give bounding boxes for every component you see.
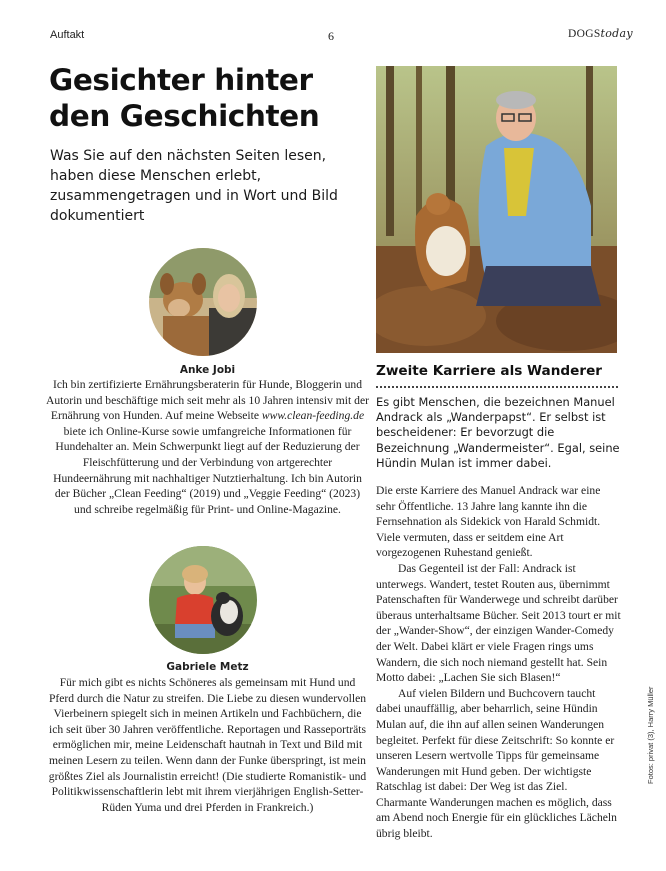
website-link[interactable]: www.clean-feeding.de (261, 409, 365, 423)
page-headline (49, 62, 349, 134)
feature-article (376, 483, 621, 842)
feature-headline: Zweite Karriere als Wanderer (376, 363, 602, 379)
photo-credit: Fotos: privat (3), Harry Müller (646, 686, 655, 784)
bio-part-2: biete ich Online-Kurse sowie umfangreiche Informationen für Hundehalter an. Mein Schwerpunkt liegt auf der Reduzierung der Fleischfütterung und der Verbindung von artgerechter Hundeernährung mit nachhaltiger Nutztierhaltung. Ich bin Autorin der Bücher „Clean Feeding“ (2019) und „Veggie Feeding“ (2023) und schreibe regelmäßig für Print- und Online-Magazine. (53, 424, 362, 516)
feature-intro: Es gibt Menschen, die bezeichnen Manuel Andrack als „Wanderpapst“. Er selbst ist bescheidener: Er bevorzugt die Bezeichnung „Wandermeister“. Egal, seine Hündin Mulan ist immer dabei. (376, 395, 620, 470)
brand-logo (568, 27, 633, 40)
author-name-gabriele-metz: Gabriele Metz (166, 661, 249, 673)
standfirst: Was Sie auf den nächsten Seiten lesen, haben diese Menschen erlebt, zusammengetragen und in Wort und Bild dokumentiert (50, 148, 338, 224)
author-name-anke-jobi: Anke Jobi (179, 364, 236, 376)
article-paragraph-2: Das Gegenteil ist der Fall: Andrack ist unterwegs. Wandert, testet Routen aus, übernimmt Patenschaften für Wanderwege und schreibt darüber überaus unterhaltsame Bücher. Seit 2013 tourt er mit der „Wander-Show“, der einzigen Wander-Comedy der Welt. Dabei klärt er viele Fragen rings ums Wandern, die sich noch niemand gestellt hat. Sein Motto dabei: „Lachen Sie sich Blasen!“ (376, 561, 621, 685)
headline-line-1: Gesichter hinter (49, 63, 313, 97)
author-bio-gabriele-metz: Für mich gibt es nichts Schöneres als gemeinsam mit Hund und Pferd durch die Natur zu streifen. Die Liebe zu diesen wundervollen Vierbeinern spiegelt sich in meinen Artikeln und Fachbüchern, die ich seit über 30 Jahren veröffentliche. Reportagen und Rasseporträts ermöglichen mir, meine Leidenschaft hautnah in Text und Bild mit meinen Lesern zu teilen. Wenn dann der Funke überspringt, ist mein größtes Ziel als Journalistin erreicht! (Die studierte Romanistik- und Politikwissenschaftlerin lebt mit ihrem vierjährigen English-Setter-Rüden Yuma und drei Pferden in Frankreich.) (48, 676, 367, 814)
headline-line-2: den Geschichten (49, 99, 320, 133)
article-paragraph-1: Die erste Karriere des Manuel Andrack war eine sehr Öffentliche. 13 Jahre lang kannte ihn die Fernsehnation als Sidekick von Harald Schmidt. Viele vermuten, dass er seitdem eine Art vorgezogenen Ruhestand genießt. (376, 484, 601, 560)
author-portrait-anke-jobi (149, 248, 257, 356)
author-portrait-gabriele-metz (149, 546, 257, 654)
brand-logo-script: today (600, 27, 633, 40)
dotted-divider (376, 386, 618, 388)
page-number: 6 (328, 29, 334, 43)
article-paragraph-3: Auf vielen Bildern und Buchcovern taucht dabei unauffällig, aber beharrlich, seine Hündin Mulan auf, die ihn auf allen seinen Wanderungen begleitet. Perfekt für diese Zeitschrift: So konnte er unseren Lesern wertvolle Tipps für gemeinsame Wanderungen mit Hund geben. Der wichtigste Ratschlag ist dabei: Der Weg ist das Ziel. Charmante Wanderungen machen es möglich, dass am Abend noch Energie für ein glückliches Lächeln übrig bleibt. (376, 686, 617, 841)
author-bio-anke-jobi (46, 377, 369, 517)
section-label: Auftakt (50, 29, 85, 41)
brand-logo-main: DOGS (568, 28, 601, 40)
feature-photo (376, 66, 617, 353)
bio-part-1: Ich bin zertifizierte Ernährungsberaterin für Hunde, Bloggerin und Autorin und beschäftige mich seit mehr als 10 Jahren intensiv mit der Ernährung von Hunden. Auf meine Webseite (46, 378, 369, 423)
